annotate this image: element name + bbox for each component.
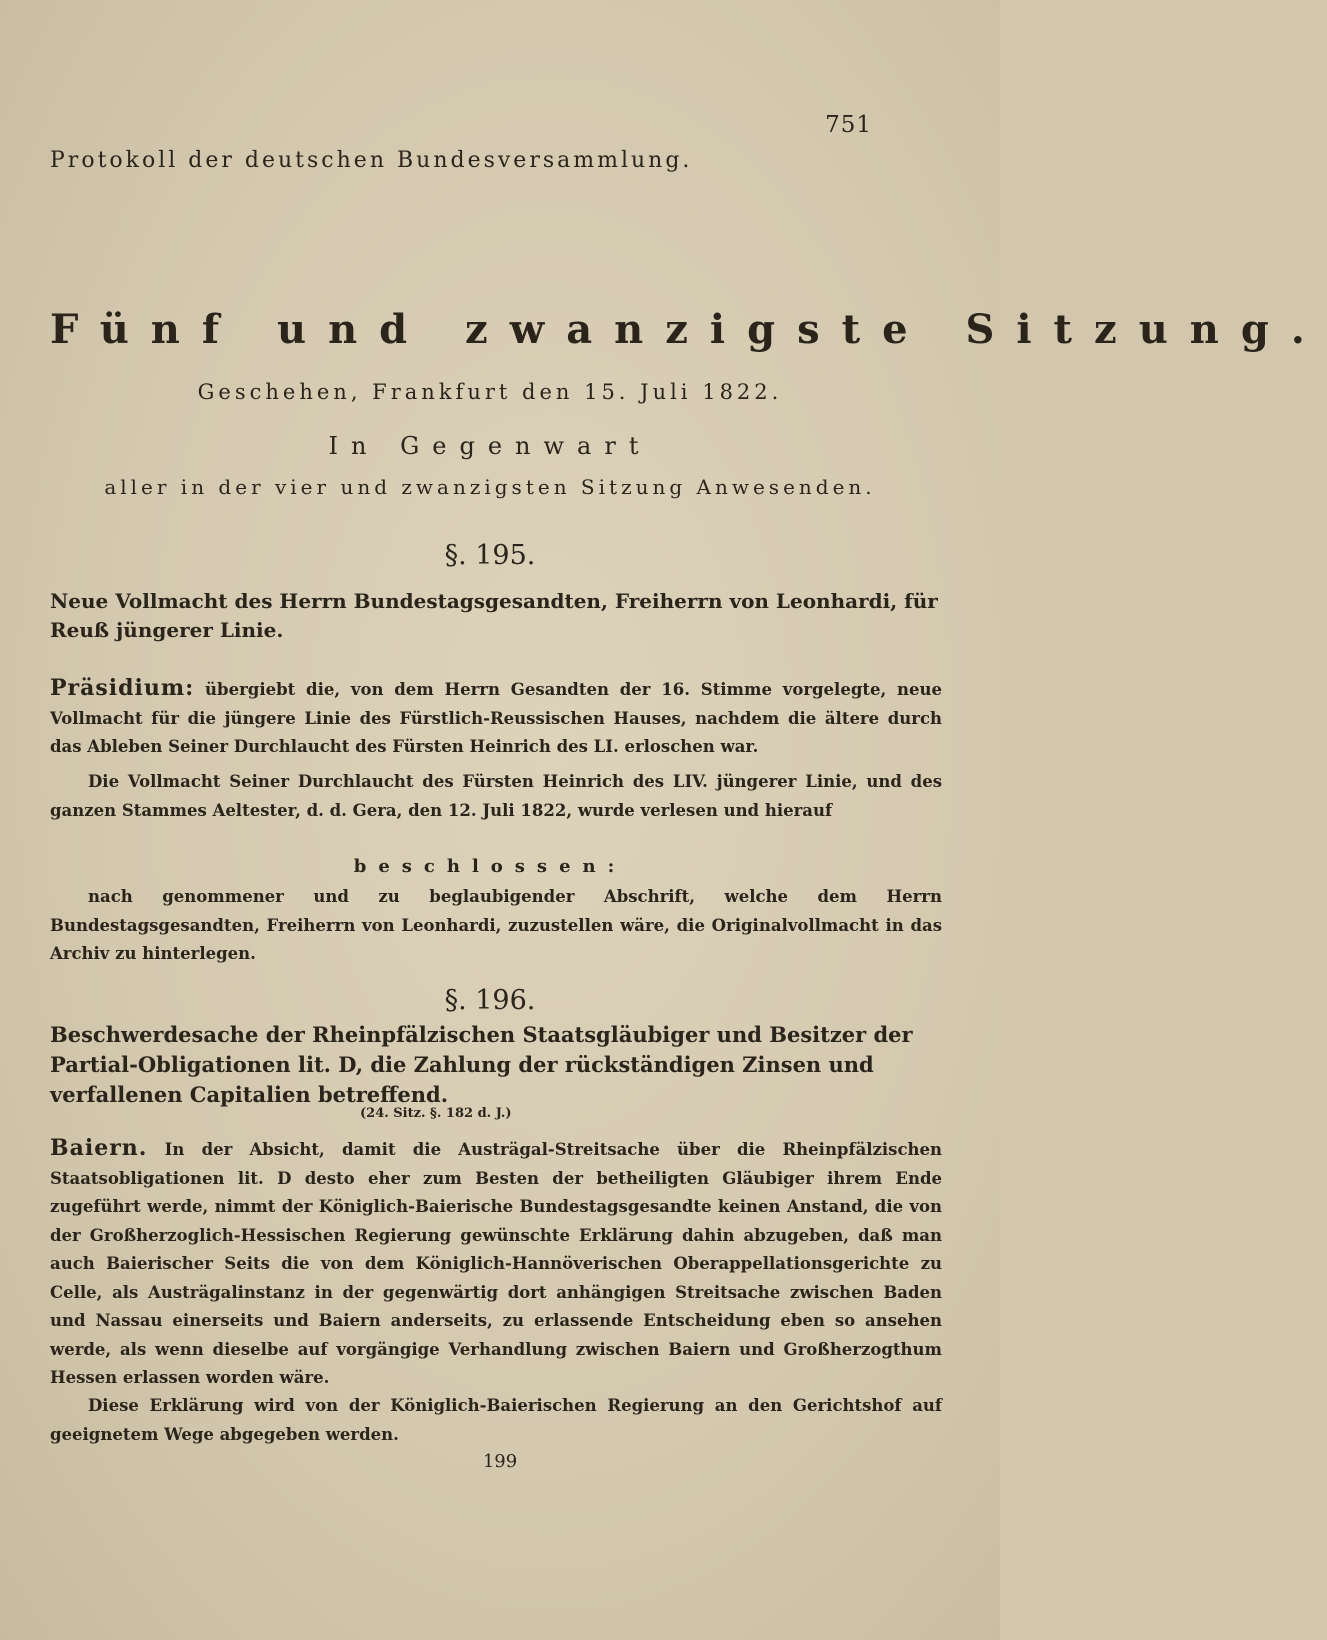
section-196-reference-note: (24. Sitz. §. 182 d. J.) [360, 1106, 512, 1121]
section-196-paragraph-2: Diese Erklärung wird von der Königlich-Baierischen Regierung an den Gerichtshof auf geeignetem Wege abgegeben werden. [50, 1396, 942, 1444]
section-195-heading: Neue Vollmacht des Herrn Bundestagsgesandten, Freiherrn von Leonhardi, für Reuß jüngerer Linie. [50, 589, 938, 642]
section-196-paragraph-1 [50, 1134, 942, 1393]
paragraph-text: übergiebt die, von dem Herrn Gesandten der 16. Stimme vorgelegte, neue Vollmacht für die jüngere Linie des Fürstlich-Reussischen Hauses, nachdem die ältere durch das Ableben Seiner Durchlaucht des Fürsten Heinrich des LI. erloschen war. [50, 680, 942, 756]
speaker-label: Präsidium: [50, 675, 195, 701]
section-195-paragraph-2: Die Vollmacht Seiner Durchlaucht des Fürsten Heinrich des LIV. jüngerer Linie, und des ganzen Stammes Aeltester, d. d. Gera, den 12. Juli 1822, wurde verlesen und hierauf [50, 772, 942, 820]
resolution-label: beschlossen: [353, 856, 627, 877]
printer-signature-mark: 199 [482, 1451, 518, 1472]
presence-line-2: aller in der vier und zwanzigsten Sitzung Anwesenden. [104, 475, 876, 499]
section-196-heading: Beschwerdesache der Rheinpfälzischen Staatsgläubiger und Besitzer der Partial-Obligationen lit. D, die Zahlung der rückständigen Zinsen und verfallenen Capitalien betreffend. [50, 1022, 913, 1107]
page-number: 751 [825, 112, 872, 138]
speaker-label: Baiern. [50, 1135, 148, 1161]
session-title: Fünf und zwanzigste Sitzung. [50, 306, 1327, 353]
date-line: Geschehen, Frankfurt den 15. Juli 1822. [197, 380, 783, 404]
section-195-paragraph-3: nach genommener und zu beglaubigender Abschrift, welche dem Herrn Bundestagsgesandten, Freiherrn von Leonhardi, zuzustellen wäre, die Originalvollmacht in das Archiv zu hinterlegen. [50, 887, 942, 963]
section-195-number: §. 195. [444, 540, 536, 571]
running-head: Protokoll der deutschen Bundesversammlung. [50, 148, 693, 173]
section-195-paragraph-1 [50, 674, 942, 762]
paragraph-text: In der Absicht, damit die Austrägal-Streitsache über die Rheinpfälzischen Staatsobligationen lit. D desto eher zum Besten der betheiligten Gläubiger ihrem Ende zugeführt werde, nimmt der Königlich-Baierische Bundestagsgesandte keinen Anstand, die von der Großherzoglich-Hessischen Regierung gewünschte Erklärung dahin abzugeben, daß man auch Baierischer Seits die von dem Königlich-Hannöverischen Oberappellationsgerichte zu Celle, als Austrägalinstanz in der gegenwärtig dort anhängigen Streitsache zwischen Baden und Nassau einerseits und Baiern anderseits, zu erlassende Entscheidung eben so ansehen werde, als wenn dieselbe auf vorgängige Verhandlung zwischen Baiern und Großherzogthum Hessen erlassen worden wäre. [50, 1140, 942, 1387]
section-196-number: §. 196. [444, 985, 536, 1016]
presence-line-1: In Gegenwart [328, 432, 652, 460]
